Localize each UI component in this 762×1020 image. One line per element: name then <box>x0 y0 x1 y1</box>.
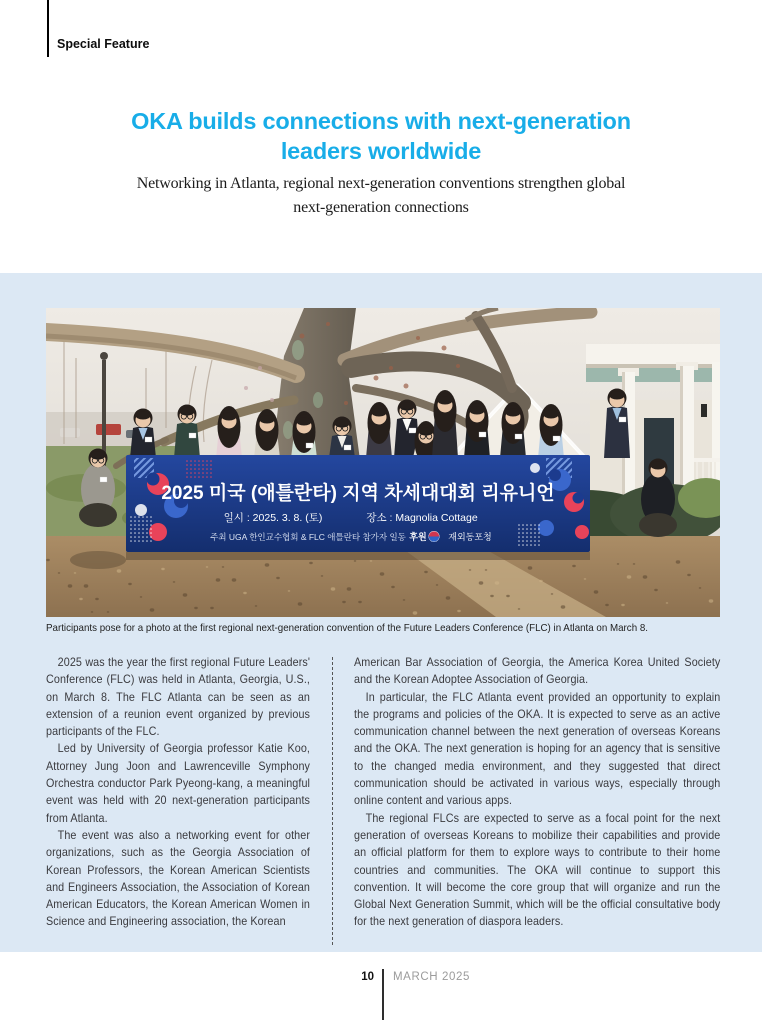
footer-rule <box>382 969 384 1020</box>
porch-ceiling <box>586 368 720 382</box>
paragraph: American Bar Association of Georgia, the America Korea United Society and the Korean Adoptee Association of Georgia. <box>354 655 721 687</box>
photo-illustration <box>46 308 720 617</box>
page-subtitle <box>0 172 762 220</box>
standing-person <box>130 409 156 459</box>
page-number: 10 <box>361 971 374 983</box>
banner-place: 장소 : Magnolia Cottage <box>366 512 478 524</box>
photo-caption: Participants pose for a photo at the first regional next-generation convention of the Future Leaders Conference (FLC) in Atlanta on March 8. <box>46 622 648 634</box>
banner-date: 일시 : 2025. 3. 8. (토) <box>223 512 323 524</box>
paragraph: Led by University of Georgia professor Katie Koo, Attorney Jung Joon and Lawrenceville Symphony Orchestra conductor Park Pyeong-kang, a meaningful event was held with 20 next-generation participants from Atlanta. <box>46 741 311 825</box>
column-divider <box>332 657 333 945</box>
standing-person <box>366 402 392 458</box>
paragraph: In particular, the FLC Atlanta event provided an opportunity to explain the programs and policies of the OKA. It is expected to serve as an active communication channel between the next generation of overseas Koreans and the OKA. The next generation is hoping for an agency that is sensitive to the changed media environment, and they suggested that direct communication should be activated in various ways, especially through online content and various apps. <box>354 689 721 808</box>
subtitle-line-2: next-generation connections <box>293 199 469 216</box>
standing-person <box>174 405 200 459</box>
banner-sponsor-label: 후원 <box>409 532 427 542</box>
page-title <box>0 106 762 166</box>
banner-sponsor-name: 재외동포청 <box>448 532 492 542</box>
headline-line-1: OKA builds connections with next-generation <box>131 108 631 134</box>
issue-label: MARCH 2025 <box>393 971 470 983</box>
standing-person <box>464 400 490 458</box>
standing-person <box>604 389 630 459</box>
headline-line-2: leaders worldwide <box>280 138 482 164</box>
article-right-column <box>354 654 720 931</box>
paragraph: 2025 was the year the first regional Future Leaders' Conference (FLC) was held in Atlanta, Georgia, U.S., on March 8. The FLC Atlanta can be seen as an extension of a reunion event organized by previous participants of the FLC. <box>46 655 311 739</box>
distant-truck <box>96 424 121 435</box>
banner-host: 주최 UGA 한인교수협회 & FLC 애틀란타 참가자 일동 <box>210 532 406 542</box>
feature-photo <box>46 308 720 617</box>
article-left-column <box>46 654 310 931</box>
paragraph: The regional FLCs are expected to serve as a focal point for the next generation of overseas Koreans to mobilize their capabilities and provide an official platform for them to explore ways to contribute to their home countries and communities. The OKA will continue to support this convention. It will become the core group that will organize and run the Global Next Generation Summit, which will be the official consultative body for the next generation of diaspora leaders. <box>354 810 721 929</box>
paragraph: The event was also a networking event for other organizations, such as the Georgia Association of Korean Professors, the Korean American Scientists and Engineers Association, the Association of Korean American Educators, the Korean American Women in Science and Engineering association, the Korean <box>46 827 311 929</box>
standing-person <box>500 402 526 458</box>
standing-person <box>432 390 458 458</box>
kicker-rule <box>47 0 49 57</box>
event-banner <box>126 455 590 560</box>
taegeuk-logo-icon <box>429 531 440 542</box>
banner-title: 2025 미국 (애틀란타) 지역 차세대대회 리유니언 <box>161 483 555 504</box>
wall-lamp <box>701 404 707 417</box>
subtitle-line-1: Networking in Atlanta, regional next-generation conventions strengthen global <box>136 175 626 192</box>
kicker-label: Special Feature <box>57 37 150 51</box>
